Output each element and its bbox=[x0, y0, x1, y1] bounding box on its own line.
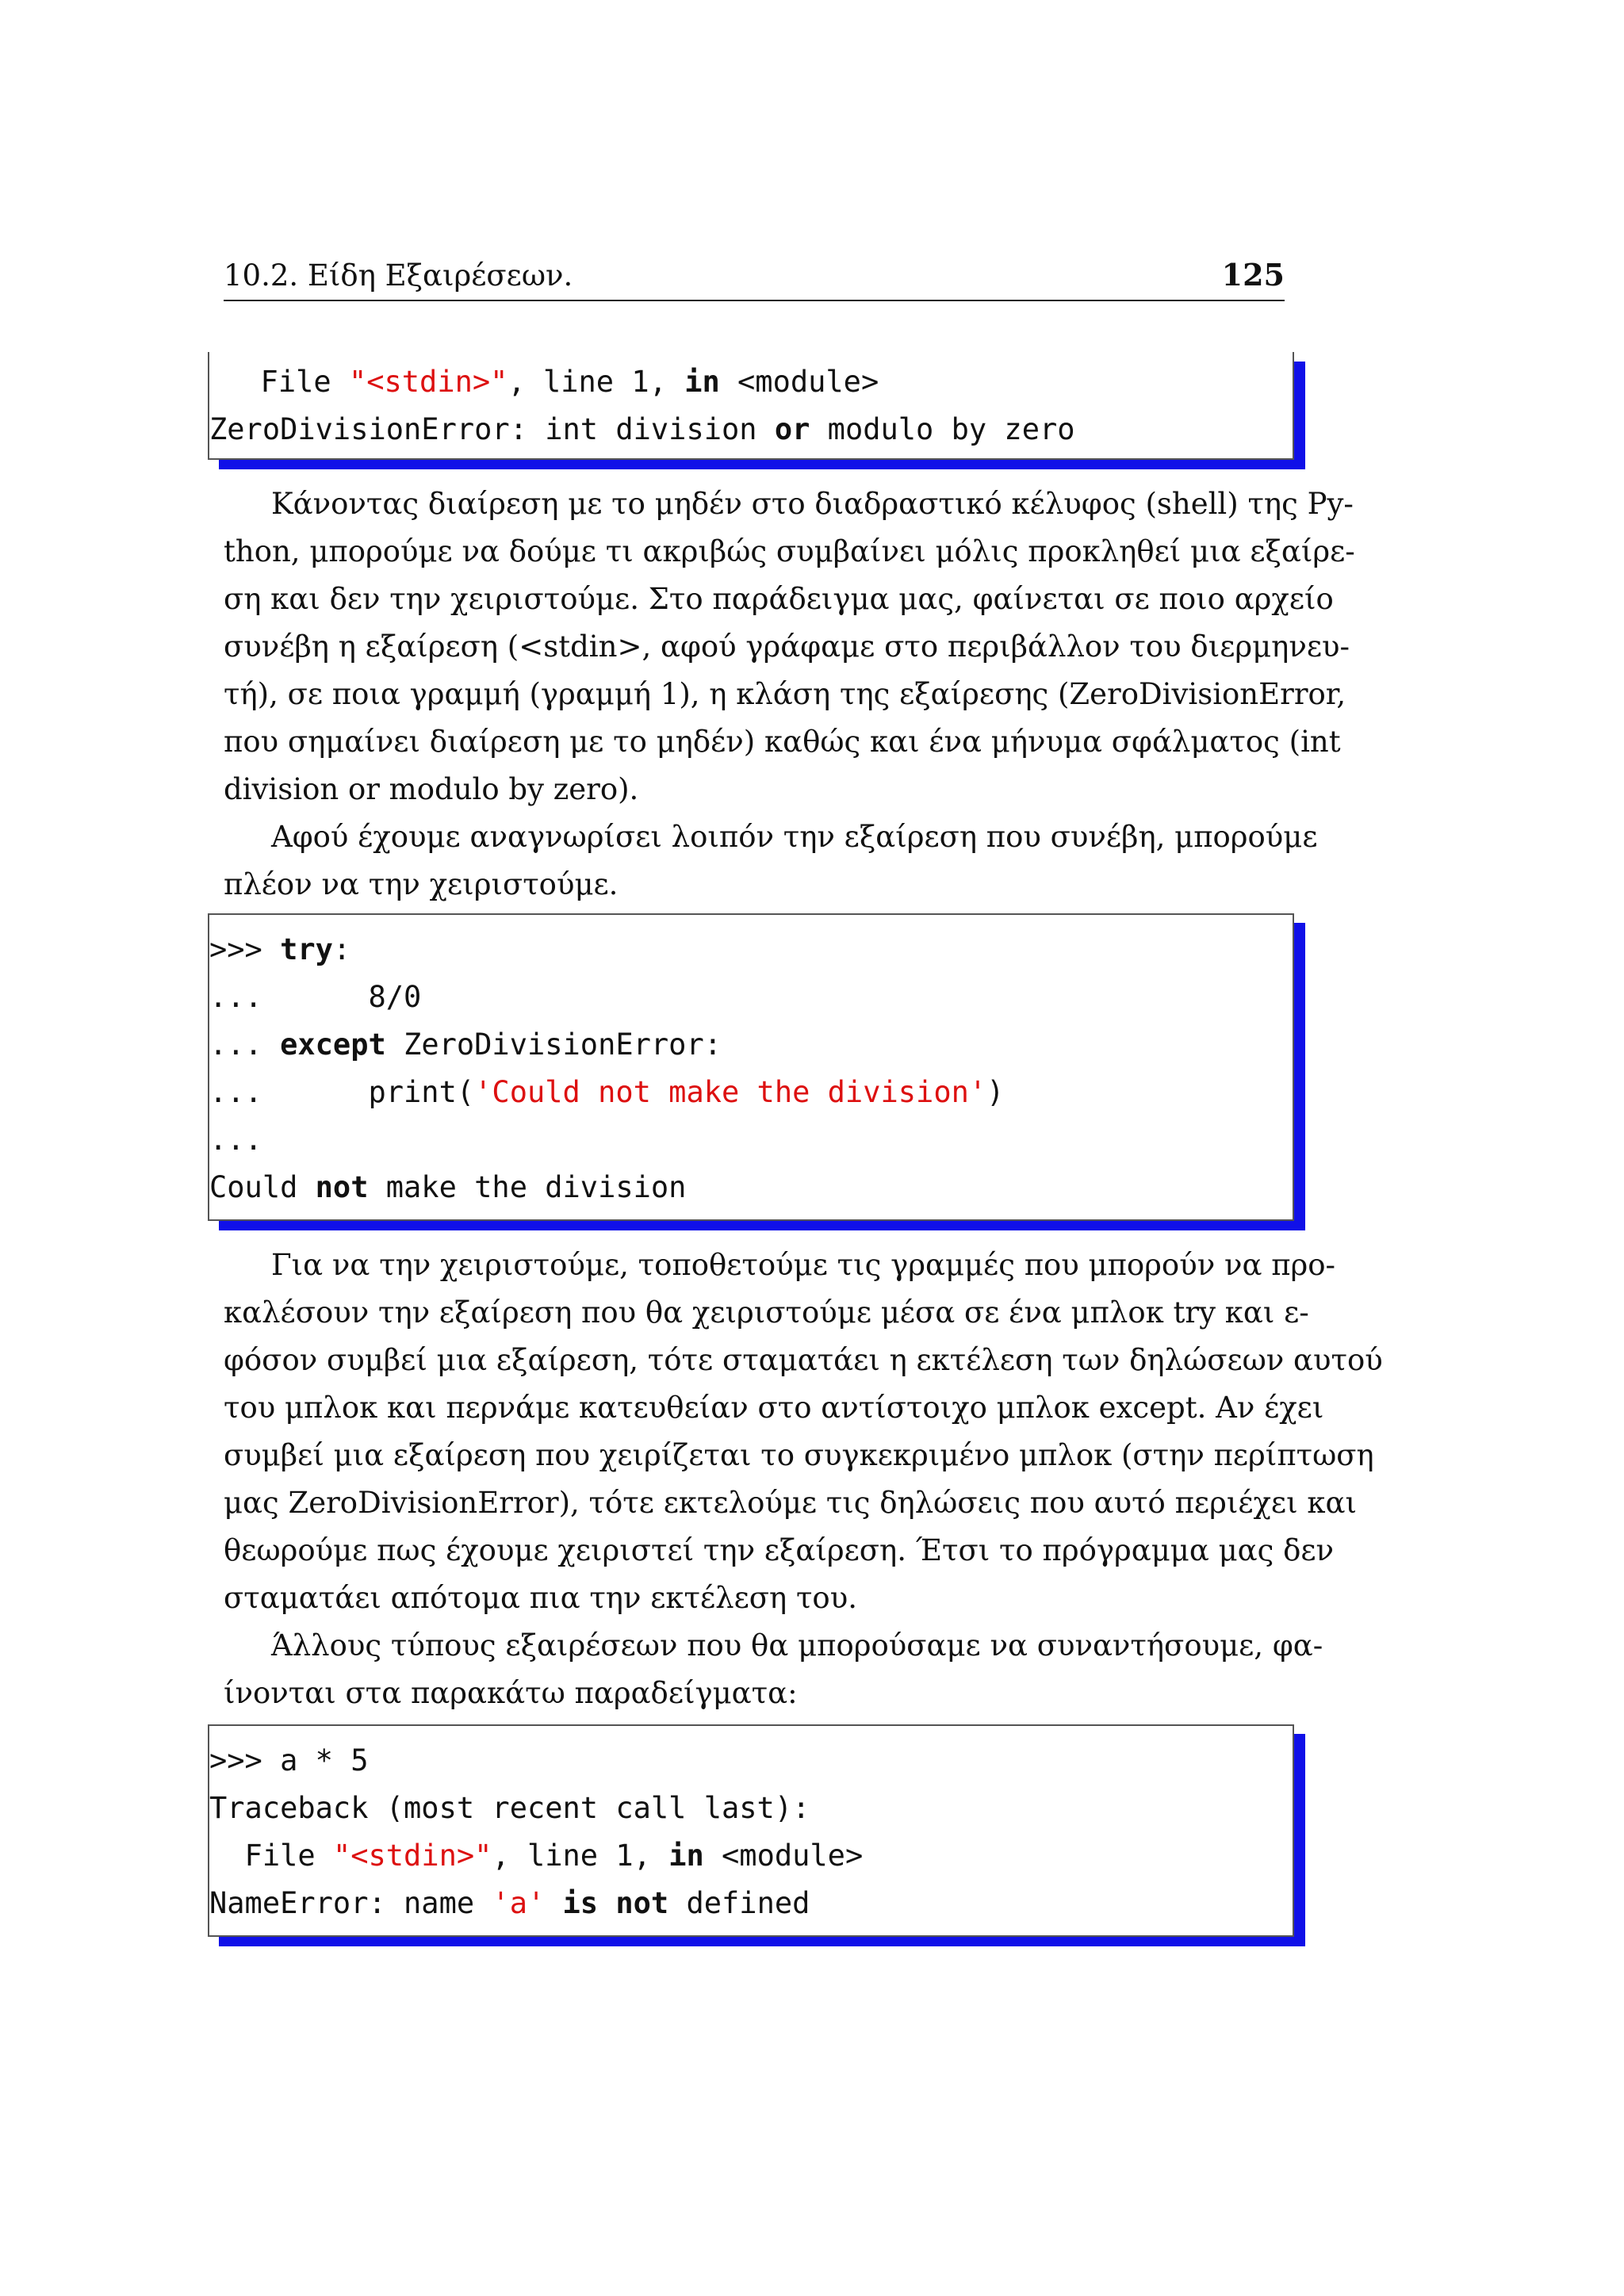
text-line: Κάνοντας διαίρεση με το μηδέν στο διαδραστικό κέλυφος (shell) της Py- bbox=[271, 487, 1354, 521]
text-line: πλέον να την χειριστούμε. bbox=[224, 867, 619, 901]
paragraph-try-explanation bbox=[224, 1242, 1383, 1622]
code-line: >>> a * 5 bbox=[209, 1743, 369, 1777]
text-line: Για να την χειριστούμε, τοποθετούμε τις γραμμές που μπορούν να προ- bbox=[271, 1248, 1336, 1282]
paragraph-shell-explanation bbox=[224, 480, 1355, 813]
code-line: File "<stdin>", line 1, in <module> bbox=[209, 1839, 864, 1873]
page-number: 125 bbox=[1221, 257, 1285, 293]
code-line: ... bbox=[209, 1123, 262, 1157]
text-line: Άλλους τύπους εξαιρέσεων που θα μπορούσαμε να συναντήσουμε, φα- bbox=[271, 1628, 1323, 1663]
text-line: τή), σε ποια γραμμή (γραμμή 1), η κλάση της εξαίρεσης (ZeroDivisionError, bbox=[224, 677, 1346, 711]
text-line: συνέβη η εξαίρεση (<stdin>, αφού γράφαμε στο περιβάλλον του διερμηνευ- bbox=[224, 629, 1350, 664]
text-line: σταματάει απότομα πια την εκτέλεση του. bbox=[224, 1581, 857, 1615]
text-line: φόσον συμβεί μια εξαίρεση, τότε σταματάει η εκτέλεση των δηλώσεων αυτού bbox=[224, 1343, 1383, 1377]
code-line: ... except ZeroDivisionError: bbox=[209, 1027, 722, 1062]
text-line: Αφού έχουμε αναγνωρίσει λοιπόν την εξαίρεση που συνέβη, μπορούμε bbox=[271, 820, 1318, 854]
paragraph-handle-intro bbox=[224, 813, 1318, 909]
code-block-try-except bbox=[208, 913, 1294, 1221]
code-block-name-error bbox=[208, 1724, 1294, 1937]
code-line: Traceback (most recent call last): bbox=[209, 1791, 810, 1825]
text-line: καλέσουν την εξαίρεση που θα χειριστούμε μέσα σε ένα μπλοκ try και ε- bbox=[224, 1295, 1309, 1330]
code-output-line: Could not make the division bbox=[209, 1170, 687, 1204]
code-line: ZeroDivisionError: int division or modulo by zero bbox=[209, 412, 1075, 446]
code-line: NameError: name 'a' is not defined bbox=[209, 1886, 810, 1920]
paragraph-other-exceptions bbox=[224, 1622, 1323, 1717]
text-line: μας ZeroDivisionError), τότε εκτελούμε τις δηλώσεις που αυτό περιέχει και bbox=[224, 1486, 1357, 1520]
text-line: θεωρούμε πως έχουμε χειριστεί την εξαίρεση. Έτσι το πρόγραμμα μας δεν bbox=[224, 1533, 1335, 1567]
code-line: ... 8/0 bbox=[209, 980, 422, 1014]
code-line: File "<stdin>", line 1, in <module> bbox=[225, 365, 879, 399]
text-line: που σημαίνει διαίρεση με το μηδέν) καθώς και ένα μήνυμα σφάλματος (int bbox=[224, 725, 1341, 759]
code-line: ... print('Could not make the division') bbox=[209, 1075, 1005, 1109]
text-line: ίνονται στα παρακάτω παραδείγματα: bbox=[224, 1676, 798, 1710]
text-line: συμβεί μια εξαίρεση που χειρίζεται το συγκεκριμένο μπλοκ (στην περίπτωση bbox=[224, 1438, 1374, 1472]
running-header bbox=[224, 252, 1285, 301]
section-title: 10.2. Είδη Εξαιρέσεων. bbox=[224, 258, 573, 293]
code-line: >>> try: bbox=[209, 932, 351, 966]
text-line: ση και δεν την χειριστούμε. Στο παράδειγμα μας, φαίνεται σε ποιο αρχείο bbox=[224, 582, 1334, 616]
text-line: thon, μπορούμε να δούμε τι ακριβώς συμβαίνει μόλις προκληθεί μια εξαίρε- bbox=[224, 534, 1355, 568]
code-block-traceback bbox=[208, 352, 1294, 460]
text-line: του μπλοκ και περνάμε κατευθείαν στο αντίστοιχο μπλοκ except. Αν έχει bbox=[224, 1391, 1324, 1425]
text-line: division or modulo by zero). bbox=[224, 772, 639, 806]
